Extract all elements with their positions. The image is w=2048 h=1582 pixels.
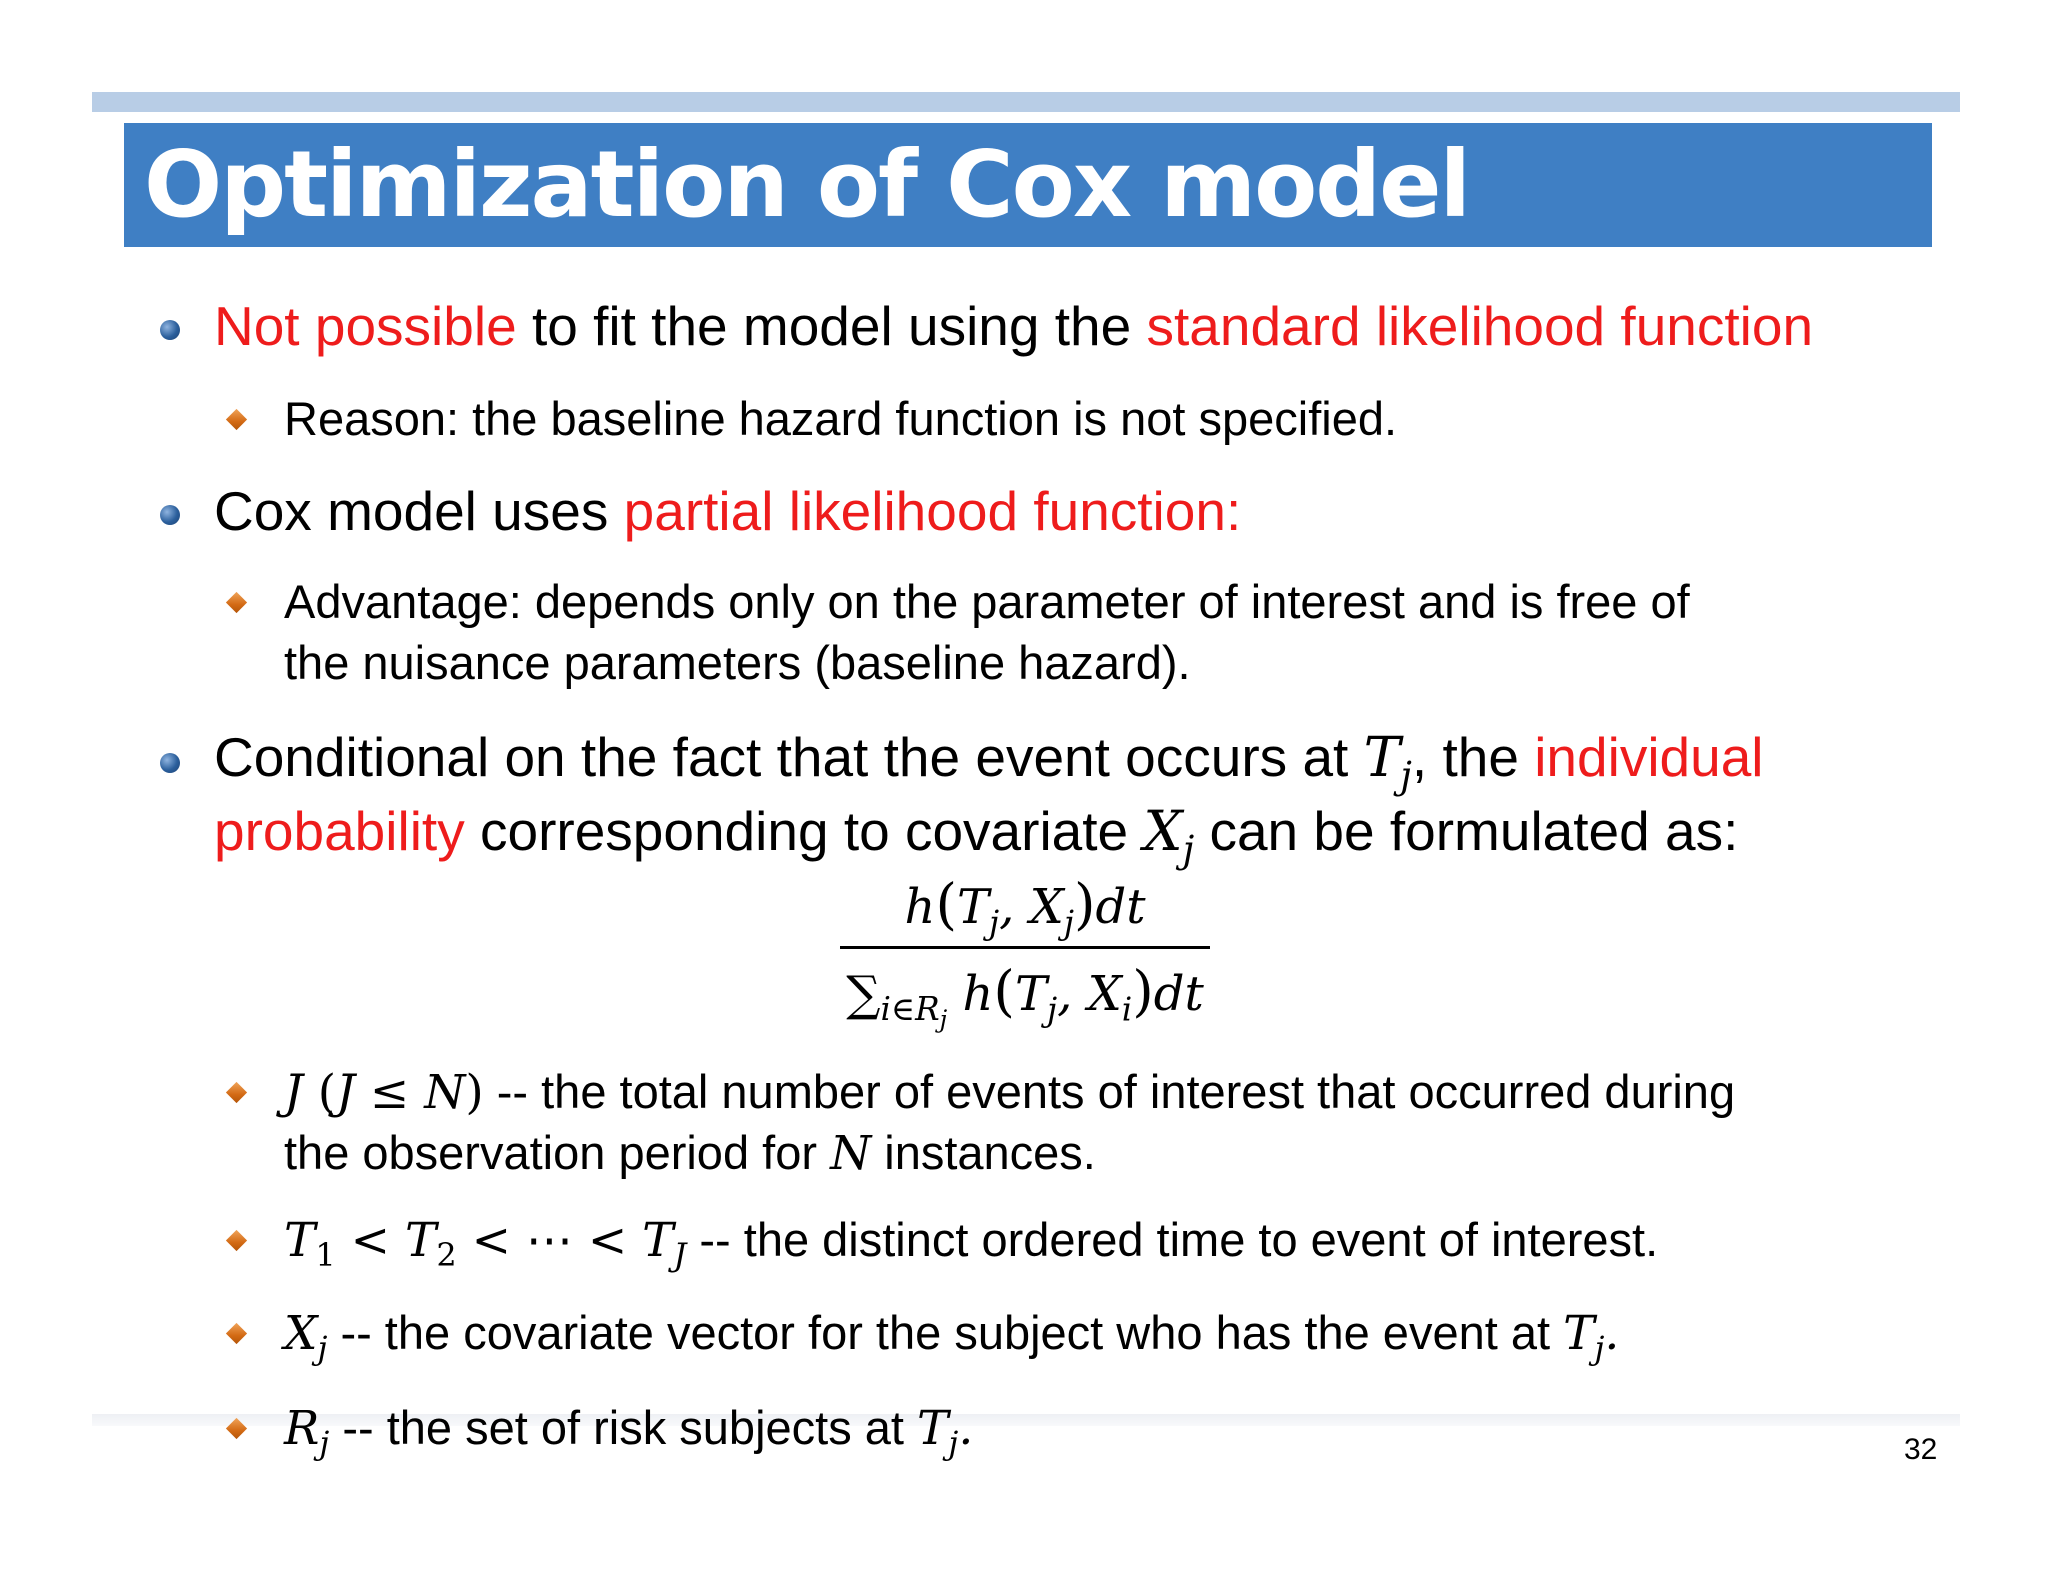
formula-numerator: $h(T_j$, $X_j)dt$ xyxy=(904,873,1146,942)
math-X-j: $X_j$ xyxy=(1143,799,1195,871)
math-R-j: $R_j$ xyxy=(284,1401,330,1463)
bullet-3-highlight-1: individual xyxy=(1534,726,1764,788)
bullet-3-the: , the xyxy=(1411,726,1535,788)
math-ordered-times: $T_1 < T_2$ < ⋯ < $T_J$ xyxy=(284,1213,687,1275)
bullet-1-highlight-2: standard likelihood function xyxy=(1146,295,1814,357)
bullet-2-lead: Cox model uses xyxy=(214,480,624,542)
bullet-1-highlight-1: Not possible xyxy=(214,295,517,357)
def-1-line-2-text: the observation period for xyxy=(284,1126,831,1179)
def-4-text: -- the set of risk subjects at xyxy=(329,1401,918,1454)
bullet-diamond-icon xyxy=(226,1082,247,1103)
def-1-line-2-end: instances. xyxy=(871,1126,1096,1179)
bullet-circle-icon xyxy=(160,320,180,340)
formula-fraction-bar xyxy=(840,946,1210,949)
bullet-1-text xyxy=(214,294,1813,358)
slide-title: Optimization of Cox model xyxy=(144,131,1470,238)
bullet-1-middle: to fit the model using the xyxy=(516,295,1147,357)
def-3-text: -- the covariate vector for the subject who has the event at xyxy=(327,1306,1564,1359)
bullet-3-highlight-2: probability xyxy=(214,800,465,862)
math-T-j: $T_j$. xyxy=(1563,1306,1620,1368)
bullet-diamond-icon xyxy=(226,592,247,613)
math-N: N xyxy=(830,1126,872,1181)
def-4-line xyxy=(284,1399,974,1463)
page-number: 32 xyxy=(1904,1433,1938,1466)
def-3-line xyxy=(284,1304,1620,1368)
bullet-3-end: can be formulated as: xyxy=(1194,800,1739,862)
bullet-diamond-icon xyxy=(226,1230,247,1251)
bullet-diamond-icon xyxy=(226,1323,247,1344)
def-1-line-1 xyxy=(284,1063,1735,1122)
math-T-j: $T_j$. xyxy=(917,1401,974,1463)
title-bar xyxy=(124,123,1932,247)
formula-denominator: $\sum_{i\in R_j}$ $h(T_j$, $X_i)dt$ xyxy=(846,960,1204,1034)
bullet-circle-icon xyxy=(160,753,180,773)
bullet-2-sub-line-2: the nuisance parameters (baseline hazard). xyxy=(284,636,1191,689)
bullet-2-highlight: partial likelihood function: xyxy=(623,480,1242,542)
bullet-3-line-2 xyxy=(214,799,1739,871)
math-X-j: $X_j$ xyxy=(284,1306,328,1368)
bullet-3-lead: Conditional on the fact that the event occurs at xyxy=(214,726,1364,788)
header-top-rule xyxy=(92,92,1960,112)
bullet-3-middle: corresponding to covariate xyxy=(464,800,1144,862)
bullet-2-sub-line-1: Advantage: depends only on the parameter of interest and is free of xyxy=(284,575,1690,628)
def-2-line xyxy=(284,1211,1659,1275)
bullet-3-line-1 xyxy=(214,725,1764,797)
bullet-2-text xyxy=(214,479,1241,543)
def-1-text: -- the total number of events of interest that occurred during xyxy=(483,1065,1736,1118)
bullet-1-sub-text: Reason: the baseline hazard function is not specified. xyxy=(284,392,1398,445)
likelihood-formula xyxy=(840,870,1210,1034)
def-2-text: -- the distinct ordered time to event of interest. xyxy=(686,1213,1659,1266)
math-J-le-N: J (J ≤ N) xyxy=(284,1065,484,1120)
bullet-diamond-icon xyxy=(226,409,247,430)
bullet-circle-icon xyxy=(160,505,180,525)
math-T-j: $T_j$ xyxy=(1363,725,1412,797)
def-1-line-2 xyxy=(284,1124,1096,1183)
